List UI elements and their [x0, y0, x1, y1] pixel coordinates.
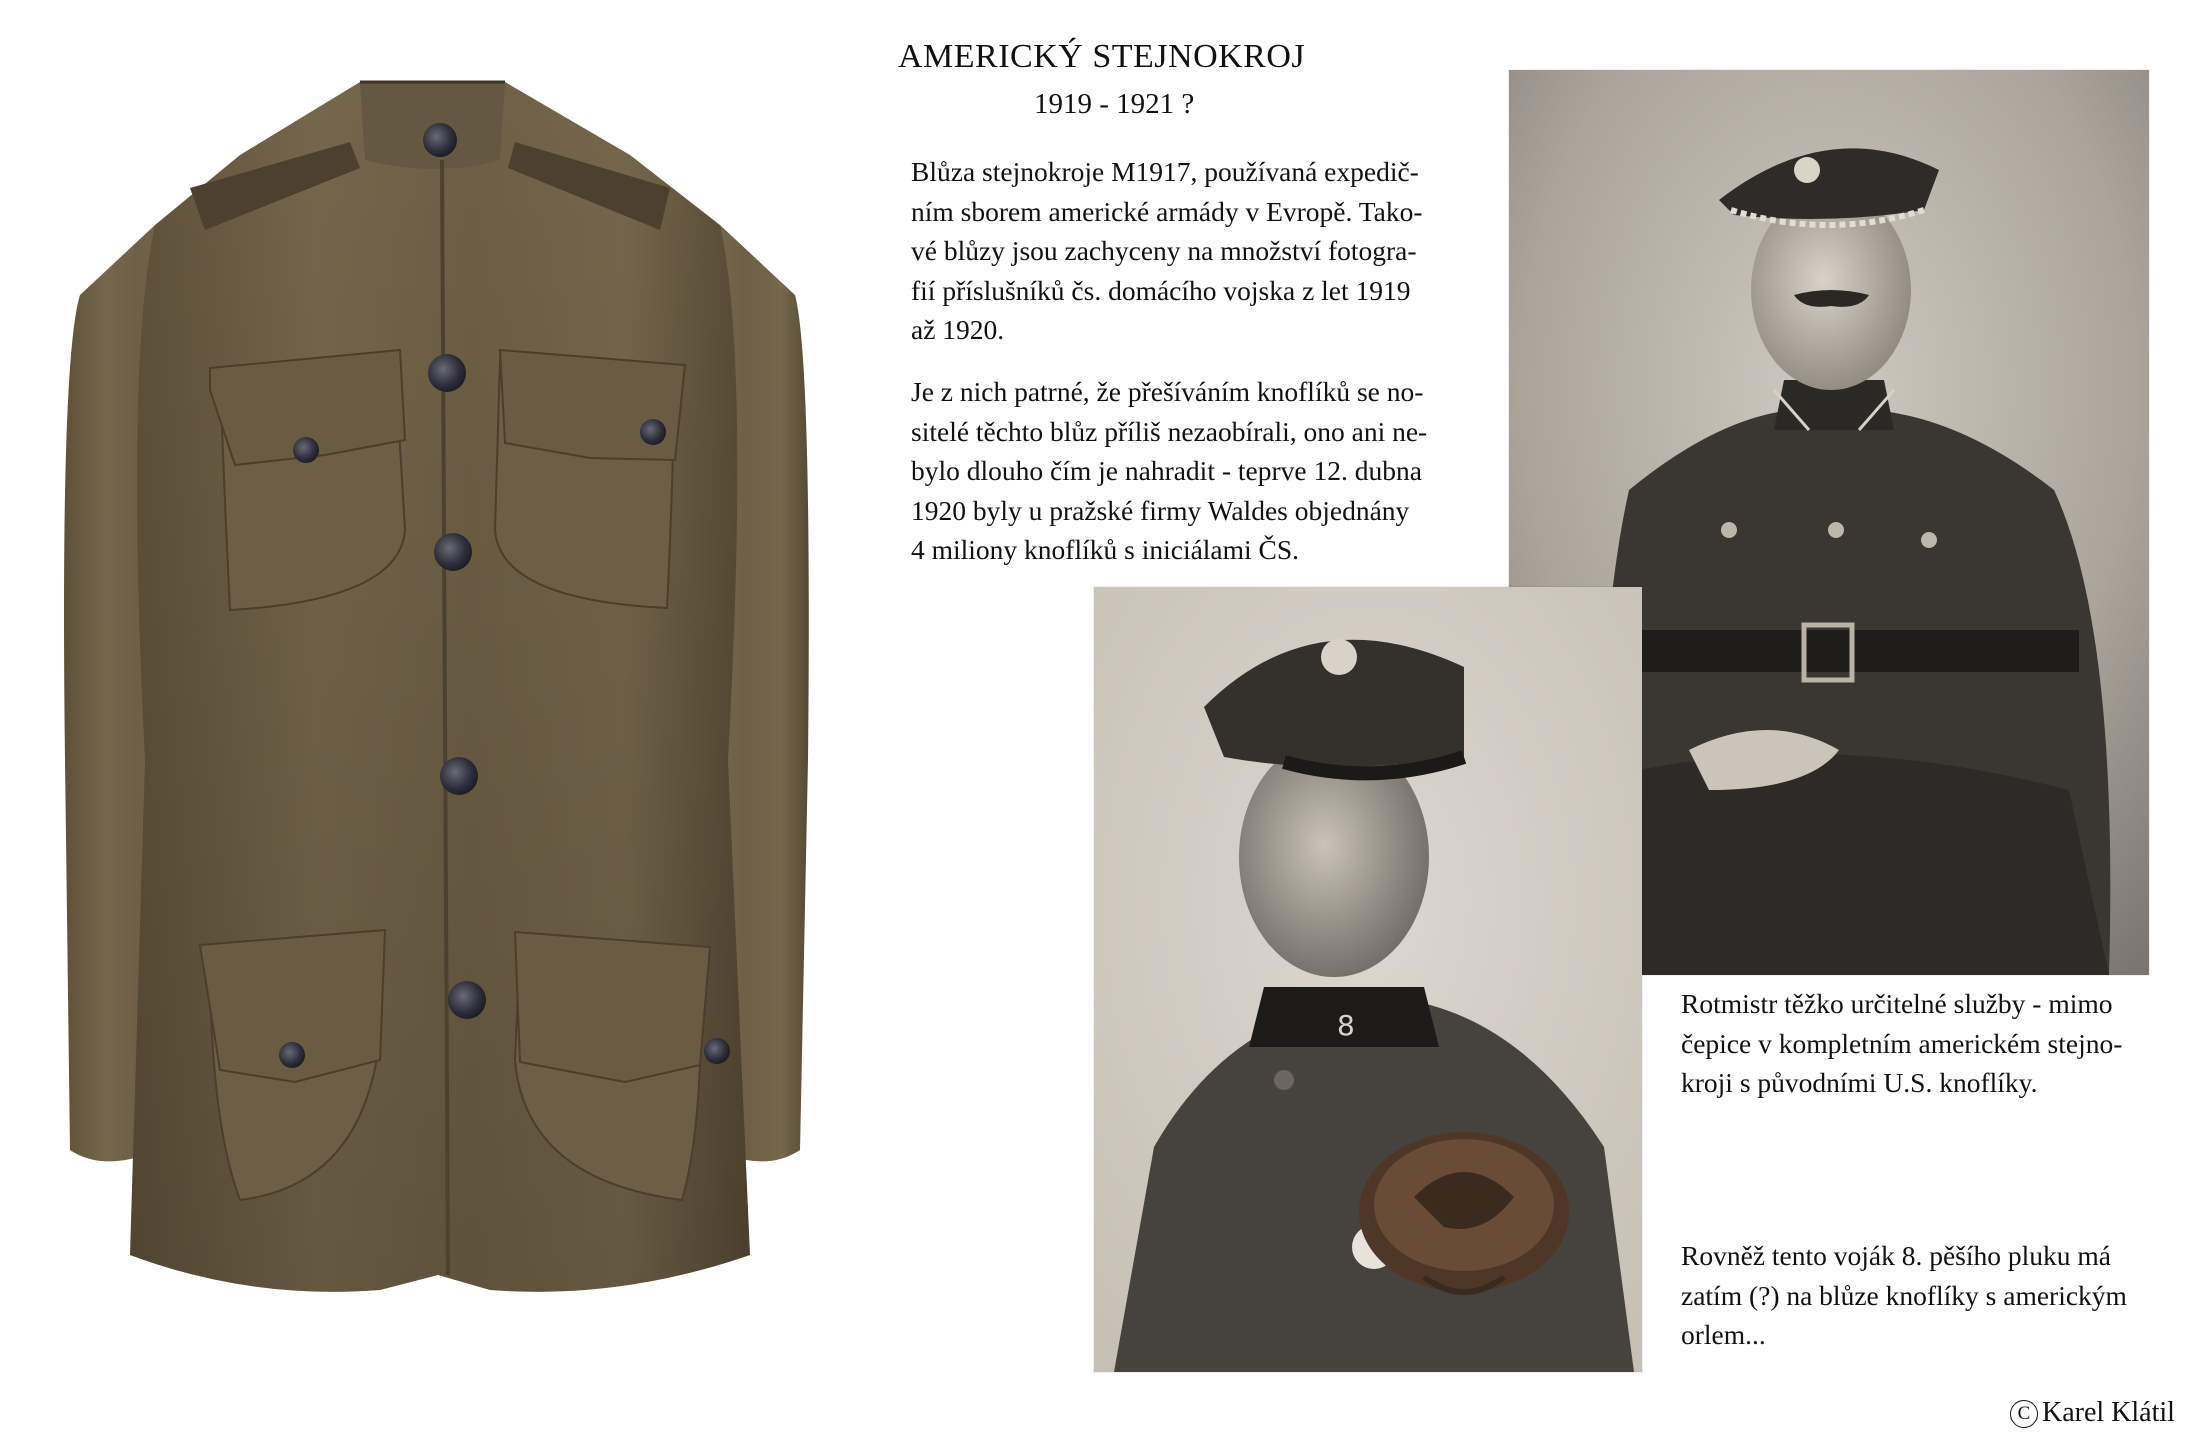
paragraph-line: Je z nich patrné, že přešíváním knoflíků se no- [911, 376, 1424, 407]
caption-sergeant [1681, 984, 2122, 1103]
caption-line: zatím (?) na blůze knoflíky s americkým [1681, 1279, 2127, 1311]
paragraph-line: 1920 byly u pražské firmy Waldes objednány [911, 494, 1410, 526]
paragraph-line: vé blůzy jsou zachyceny na množství fotogra- [911, 235, 1417, 266]
paragraph-line: bylo dlouho čím je nahradit - teprve 12. dubna [911, 455, 1422, 486]
paragraph-line: 4 miliony knoflíků s iniciálami ČS. [911, 534, 1300, 565]
paragraph-buttons [911, 372, 1427, 570]
copyright-icon: C [2010, 1400, 2038, 1428]
page-subtitle: 1919 - 1921 ? [1034, 88, 1195, 120]
jacket-photo [60, 60, 810, 1380]
paragraph-line: Blůza stejnokroje M1917, používaná expedič- [911, 156, 1419, 187]
paragraph-line: až 1920. [911, 314, 1005, 345]
svg-text:8: 8 [1337, 1009, 1355, 1042]
caption-line: kroji s původními U.S. knoflíky. [1681, 1067, 2038, 1098]
caption-soldier [1681, 1236, 2127, 1355]
paragraph-line: fií příslušníků čs. domácího vojska z let 1919 [911, 274, 1411, 306]
copyright-author: Karel Klátil [2042, 1397, 2175, 1428]
paragraph-intro [911, 152, 1423, 350]
paragraph-line: ním sborem americké armády v Evropě. Tako- [911, 195, 1423, 227]
page-title: AMERICKÝ STEJNOKROJ [898, 38, 1306, 75]
caption-line: Rovněž tento voják 8. pěšího pluku má [1681, 1240, 2111, 1271]
copyright-notice [2010, 1397, 2175, 1429]
soldier-photo [1094, 587, 1642, 1372]
caption-line: čepice v kompletním americkém stejno- [1681, 1027, 2123, 1059]
caption-line: orlem... [1681, 1319, 1766, 1350]
caption-line: Rotmistr těžko určitelné služby - mimo [1681, 988, 2113, 1019]
paragraph-line: sitelé těchto blůz příliš nezaobírali, ono ani ne- [911, 415, 1428, 447]
